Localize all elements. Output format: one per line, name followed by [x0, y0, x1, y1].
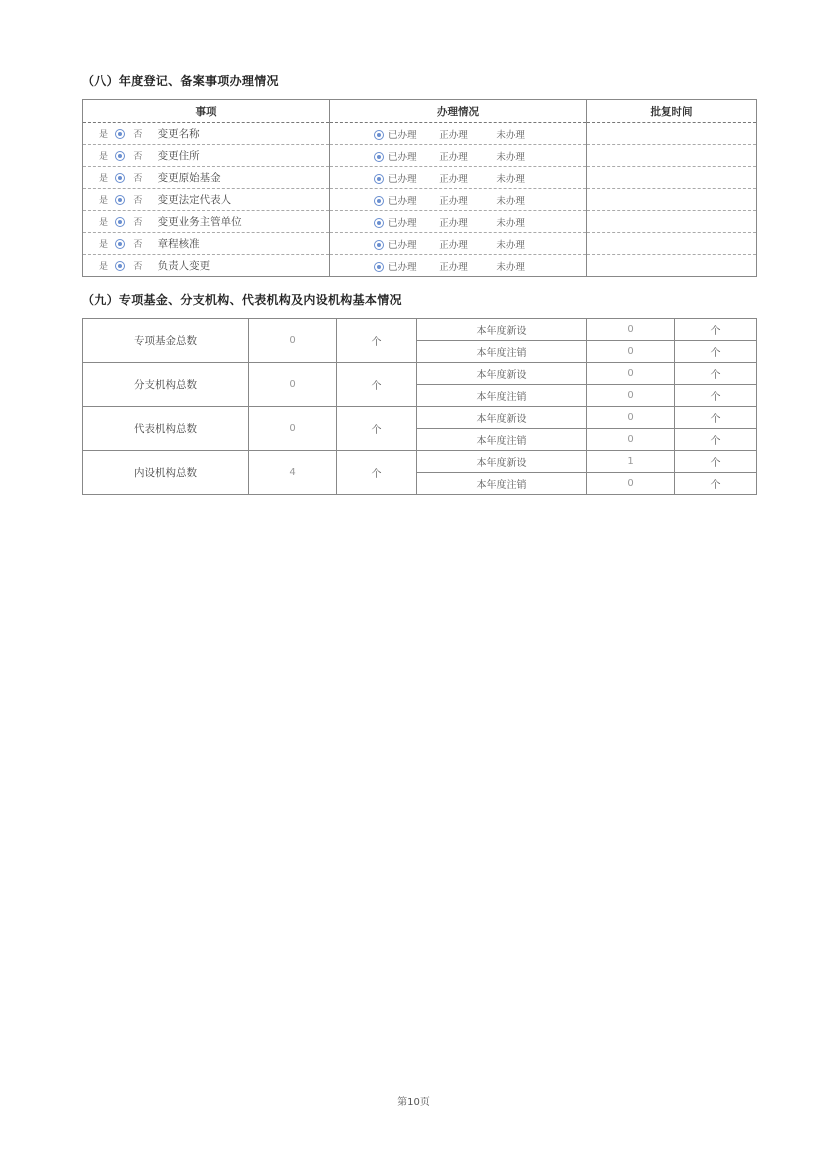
- item-cell: [83, 233, 330, 255]
- status-done[interactable]: 已办理: [374, 149, 436, 163]
- item-cell: [83, 211, 330, 233]
- cancel-label: 本年度注销: [417, 385, 587, 407]
- approval-time-cell[interactable]: [587, 255, 757, 277]
- unit-label: 个: [675, 407, 757, 429]
- approval-time-cell[interactable]: [587, 233, 757, 255]
- header-approval-time: 批复时间: [587, 100, 757, 123]
- approval-time-cell[interactable]: [587, 211, 757, 233]
- status-cell: [330, 233, 587, 255]
- category-name: 内设机构总数: [83, 451, 249, 495]
- no-label: 否: [133, 240, 143, 250]
- new-count: 0: [587, 363, 675, 385]
- category-name: 代表机构总数: [83, 407, 249, 451]
- no-radio[interactable]: [115, 173, 125, 183]
- status-not-done[interactable]: 未办理: [496, 151, 525, 163]
- cancel-count: 0: [587, 473, 675, 495]
- unit-label: 个: [337, 363, 417, 407]
- item-name: 变更原始基金: [157, 172, 221, 184]
- cancel-label: 本年度注销: [417, 473, 587, 495]
- status-done-radio[interactable]: [374, 196, 384, 206]
- no-label: 否: [133, 218, 143, 228]
- table-row: [83, 167, 757, 189]
- no-label: 否: [133, 196, 143, 206]
- status-cell: [330, 123, 587, 145]
- new-label: 本年度新设: [417, 407, 587, 429]
- no-radio[interactable]: [115, 217, 125, 227]
- item-cell: [83, 123, 330, 145]
- approval-time-cell[interactable]: [587, 167, 757, 189]
- header-status: 办理情况: [330, 100, 587, 123]
- item-cell: [83, 189, 330, 211]
- unit-label: 个: [675, 473, 757, 495]
- status-not-done[interactable]: 未办理: [496, 239, 525, 251]
- status-done[interactable]: 已办理: [374, 193, 436, 207]
- table-row: [83, 233, 757, 255]
- cancel-label: 本年度注销: [417, 429, 587, 451]
- status-in-progress[interactable]: 正办理: [439, 151, 468, 163]
- new-label: 本年度新设: [417, 363, 587, 385]
- item-name: 变更名称: [157, 128, 200, 140]
- item-name: 变更法定代表人: [157, 194, 232, 206]
- item-cell: [83, 145, 330, 167]
- category-name: 专项基金总数: [83, 319, 249, 363]
- status-done-radio[interactable]: [374, 130, 384, 140]
- no-label: 否: [133, 174, 143, 184]
- yes-label: 是: [99, 240, 109, 250]
- cancel-count: 0: [587, 385, 675, 407]
- item-cell: [83, 167, 330, 189]
- status-in-progress[interactable]: 正办理: [439, 129, 468, 141]
- new-count: 1: [587, 451, 675, 473]
- table-row: [83, 123, 757, 145]
- status-done[interactable]: 已办理: [374, 171, 436, 185]
- registration-table: [82, 99, 757, 277]
- total-count: 0: [249, 363, 337, 407]
- status-cell: [330, 167, 587, 189]
- status-in-progress[interactable]: 正办理: [439, 261, 468, 273]
- unit-label: 个: [337, 319, 417, 363]
- total-count: 4: [249, 451, 337, 495]
- status-done[interactable]: 已办理: [374, 215, 436, 229]
- no-label: 否: [133, 262, 143, 272]
- yes-label: 是: [99, 130, 109, 140]
- new-label: 本年度新设: [417, 319, 587, 341]
- unit-label: 个: [337, 407, 417, 451]
- status-not-done[interactable]: 未办理: [496, 195, 525, 207]
- status-done-radio[interactable]: [374, 218, 384, 228]
- status-done-radio[interactable]: [374, 152, 384, 162]
- item-name: 章程核准: [157, 238, 200, 250]
- status-cell: [330, 145, 587, 167]
- unit-label: 个: [337, 451, 417, 495]
- status-done-radio[interactable]: [374, 262, 384, 272]
- new-count: 0: [587, 319, 675, 341]
- total-count: 0: [249, 407, 337, 451]
- no-radio[interactable]: [115, 129, 125, 139]
- table-row: [83, 145, 757, 167]
- status-in-progress[interactable]: 正办理: [439, 239, 468, 251]
- total-count: 0: [249, 319, 337, 363]
- item-cell: [83, 255, 330, 277]
- yes-label: 是: [99, 218, 109, 228]
- approval-time-cell[interactable]: [587, 145, 757, 167]
- table-row: [83, 211, 757, 233]
- status-in-progress[interactable]: 正办理: [439, 195, 468, 207]
- table-header-row: [83, 100, 757, 123]
- status-done[interactable]: 已办理: [374, 237, 436, 251]
- status-done[interactable]: 已办理: [374, 127, 436, 141]
- item-name: 变更业务主管单位: [157, 216, 242, 228]
- no-radio[interactable]: [115, 151, 125, 161]
- yes-label: 是: [99, 152, 109, 162]
- header-item: 事项: [83, 100, 330, 123]
- unit-label: 个: [675, 451, 757, 473]
- cancel-label: 本年度注销: [417, 341, 587, 363]
- unit-label: 个: [675, 341, 757, 363]
- status-not-done[interactable]: 未办理: [496, 129, 525, 141]
- status-not-done[interactable]: 未办理: [496, 261, 525, 273]
- table-row: [83, 189, 757, 211]
- status-cell: [330, 211, 587, 233]
- table-row: [83, 319, 757, 341]
- status-cell: [330, 189, 587, 211]
- approval-time-cell[interactable]: [587, 123, 757, 145]
- yes-label: 是: [99, 174, 109, 184]
- unit-label: 个: [675, 385, 757, 407]
- unit-label: 个: [675, 429, 757, 451]
- status-done-radio[interactable]: [374, 240, 384, 250]
- unit-label: 个: [675, 363, 757, 385]
- item-name: 负责人变更: [157, 260, 211, 272]
- new-count: 0: [587, 407, 675, 429]
- no-radio[interactable]: [115, 195, 125, 205]
- table-row: [83, 255, 757, 277]
- item-name: 变更住所: [157, 150, 200, 162]
- status-not-done[interactable]: 未办理: [496, 217, 525, 229]
- table-row: [83, 407, 757, 429]
- yes-label: 是: [99, 196, 109, 206]
- no-label: 否: [133, 152, 143, 162]
- yes-label: 是: [99, 262, 109, 272]
- section9-title: （九）专项基金、分支机构、代表机构及内设机构基本情况: [82, 293, 402, 307]
- table-row: [83, 451, 757, 473]
- section8-title: （八）年度登记、备案事项办理情况: [82, 74, 279, 88]
- no-radio[interactable]: [115, 261, 125, 271]
- status-cell: [330, 255, 587, 277]
- new-label: 本年度新设: [417, 451, 587, 473]
- status-done-radio[interactable]: [374, 174, 384, 184]
- institutions-table: [82, 318, 757, 495]
- status-in-progress[interactable]: 正办理: [439, 217, 468, 229]
- cancel-count: 0: [587, 429, 675, 451]
- no-radio[interactable]: [115, 239, 125, 249]
- no-label: 否: [133, 130, 143, 140]
- page-number: 第10页: [397, 1097, 430, 1108]
- category-name: 分支机构总数: [83, 363, 249, 407]
- cancel-count: 0: [587, 341, 675, 363]
- table-row: [83, 363, 757, 385]
- status-not-done[interactable]: 未办理: [496, 173, 525, 185]
- status-done[interactable]: 已办理: [374, 259, 436, 273]
- status-in-progress[interactable]: 正办理: [439, 173, 468, 185]
- unit-label: 个: [675, 319, 757, 341]
- approval-time-cell[interactable]: [587, 189, 757, 211]
